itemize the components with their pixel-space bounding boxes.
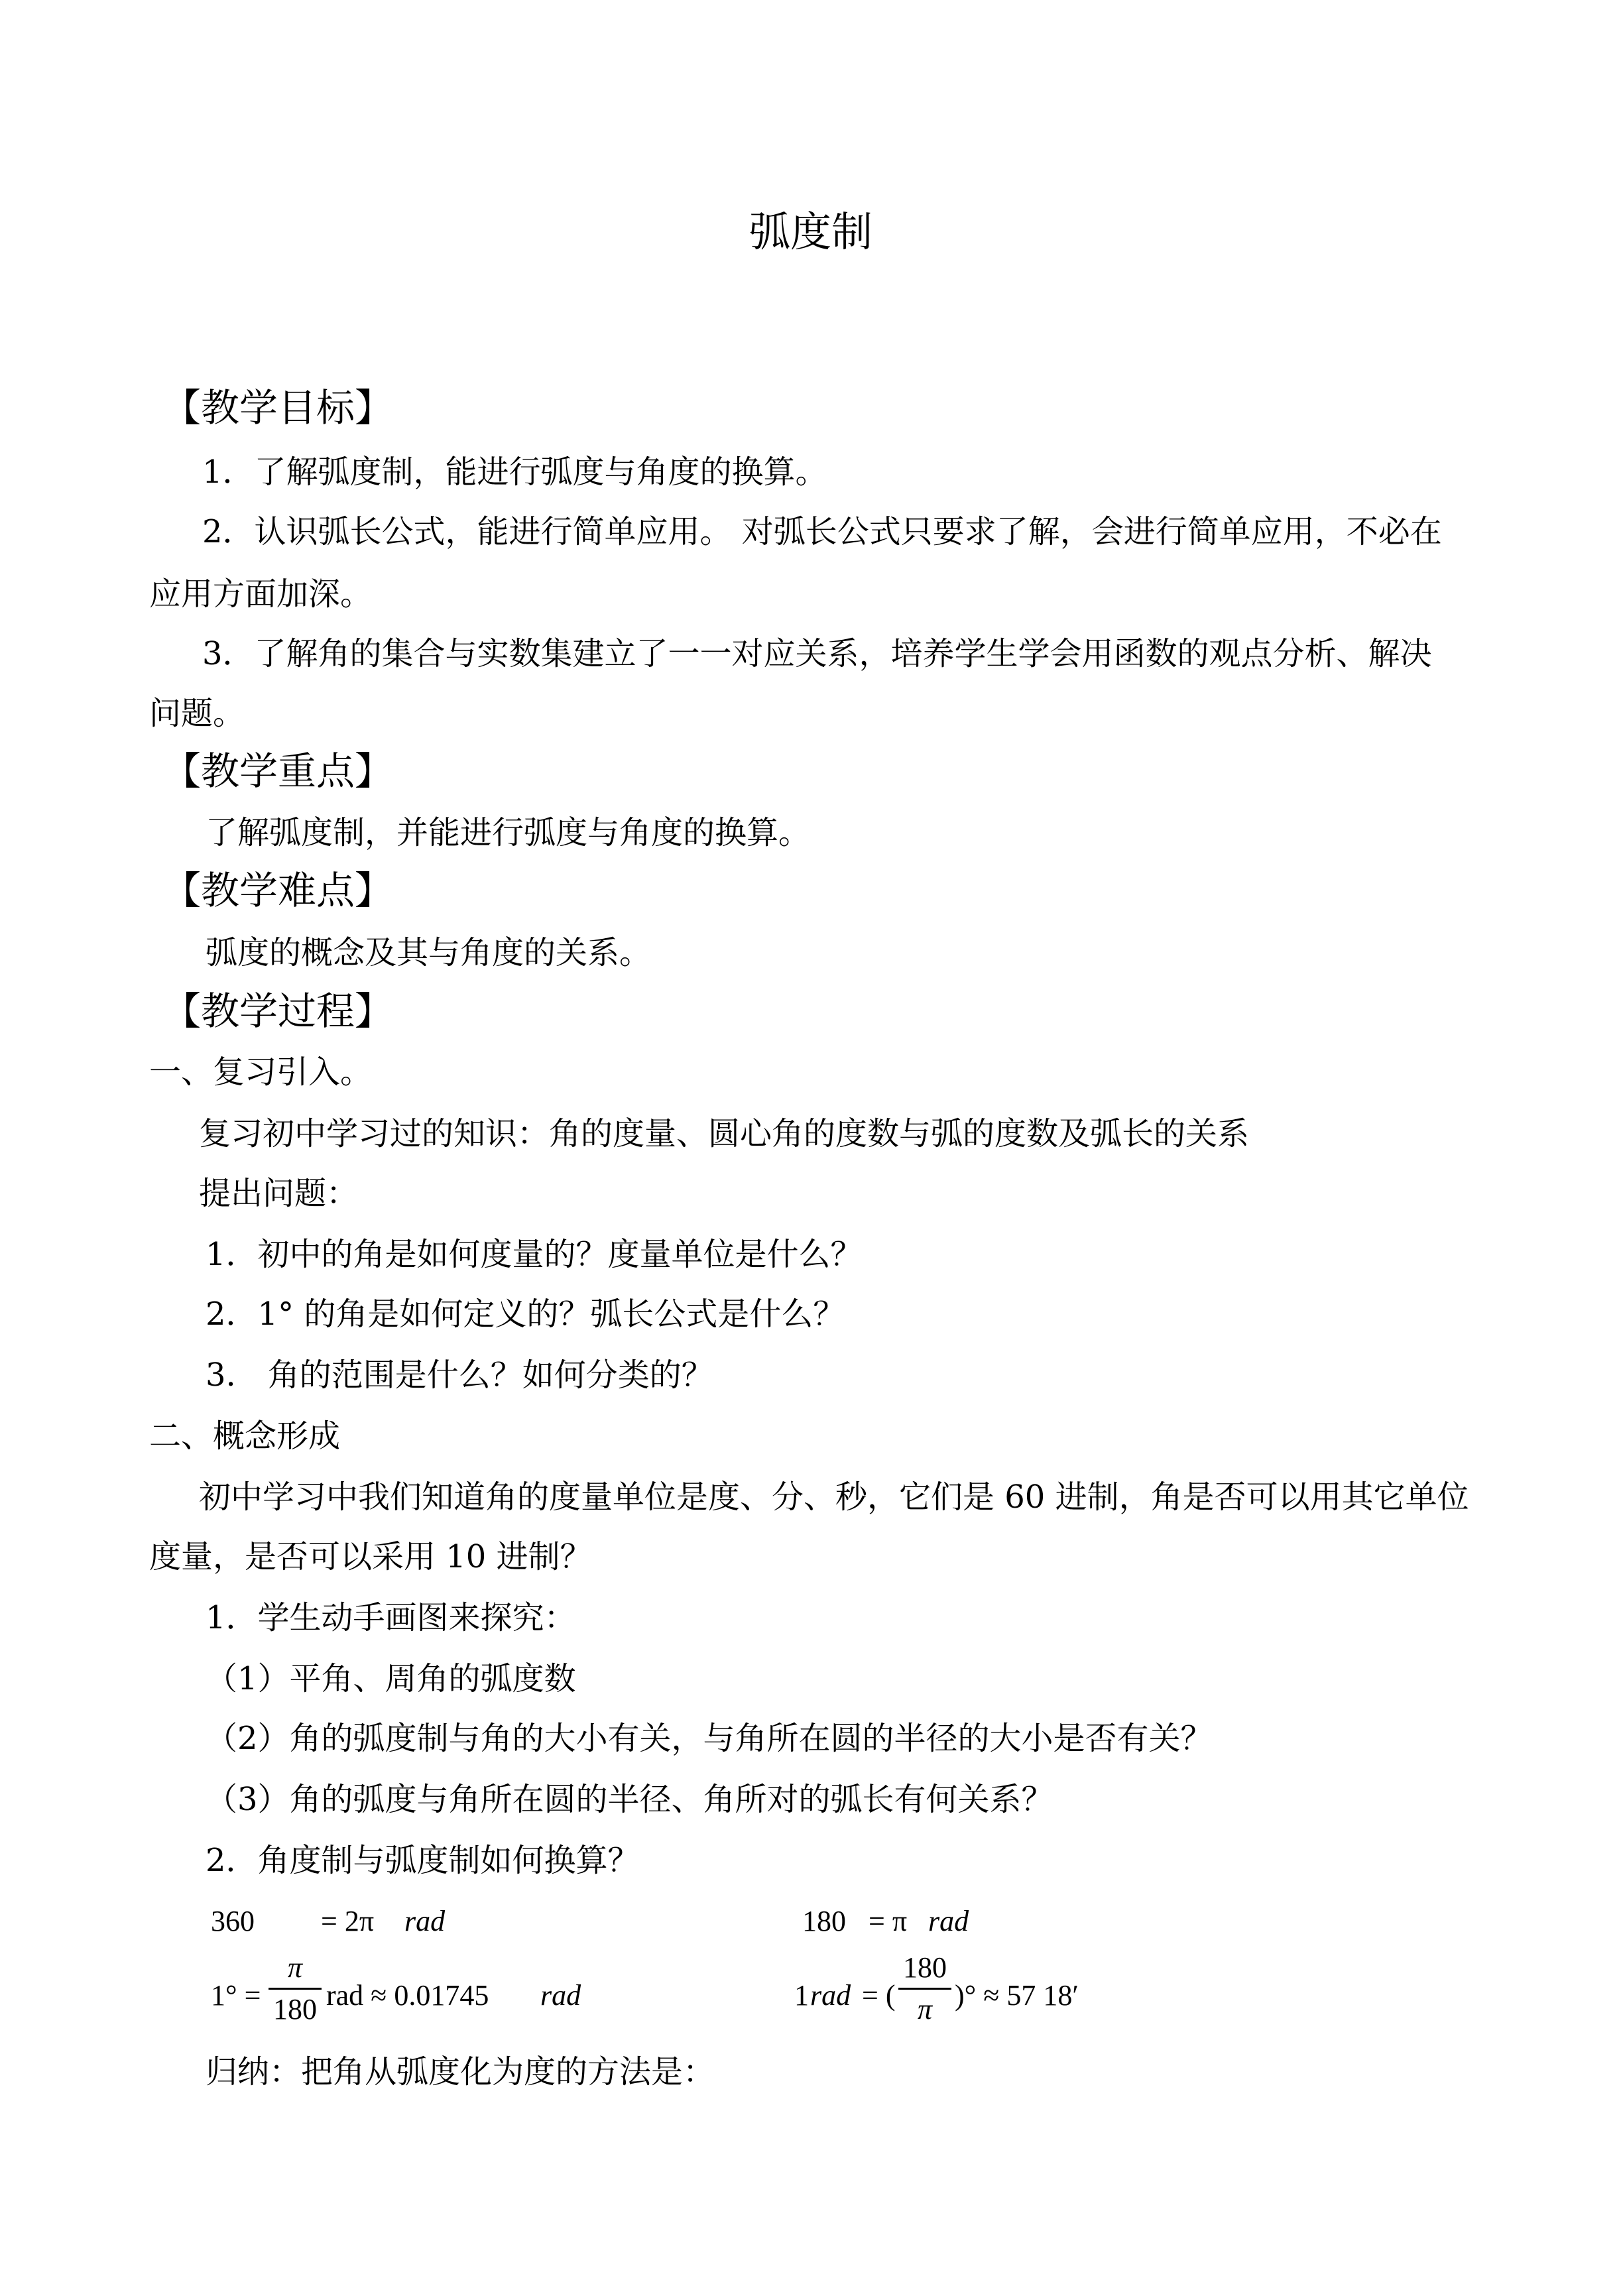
formula-1-unit: rad <box>404 1905 446 1937</box>
formula-4-left: 1 <box>794 1979 809 2012</box>
objective-item-3: 3．了解角的集合与实数集建立了一一对应关系，培养学生学会用函数的观点分析、解决 <box>202 635 1432 672</box>
formula-4-eq: = ( <box>862 1979 896 2012</box>
objective-item-2-cont: 应用方面加深。 <box>149 575 373 613</box>
question-1: 1．初中的角是如何度量的？度量单位是什么？ <box>206 1236 863 1273</box>
page-title: 弧度制 <box>749 208 873 256</box>
intro-line-2: 度量，是否可以采用 10 进制？ <box>149 1538 592 1575</box>
formula-3-left: 1° = <box>211 1979 261 2012</box>
part2-title: 二、概念形成 <box>149 1418 341 1455</box>
formula-2-right: = π <box>869 1905 908 1937</box>
formula-3-fraction <box>269 1951 322 2027</box>
formula-1-right: = 2π <box>321 1905 375 1937</box>
objective-item-1: 1．了解弧度制，能进行弧度与角度的换算。 <box>202 453 827 491</box>
key-point-text: 了解弧度制，并能进行弧度与角度的换算。 <box>206 814 811 851</box>
formula-2-unit: rad <box>928 1905 969 1937</box>
fraction-bar <box>269 1988 322 1990</box>
intro-line-1: 初中学习中我们知道角的度量单位是度、分、秒，它们是 60 进制，角是否可以用其它单位 <box>199 1479 1469 1516</box>
fraction-bar <box>898 1988 951 1990</box>
formula-4-denominator: π <box>917 1993 933 2025</box>
formula-3-unit: rad <box>540 1979 581 2012</box>
summary-text: 归纳：把角从弧度化为度的方法是： <box>206 2053 715 2090</box>
question-2: 2．1° 的角是如何定义的？弧长公式是什么？ <box>206 1296 845 1333</box>
formula-4-fraction <box>898 1951 951 2027</box>
sub-item-2: （2）角的弧度制与角的大小有关，与角所在圆的半径的大小是否有关？ <box>206 1720 1213 1757</box>
formula-4-numerator: 180 <box>903 1951 947 1984</box>
sub-item-1: （1）平角、周角的弧度数 <box>206 1660 576 1697</box>
difficulty-heading: 【教学难点】 <box>162 868 394 913</box>
review-text: 复习初中学习过的知识：角的度量、圆心角的度数与弧的度数及弧长的关系 <box>199 1115 1250 1152</box>
sub-item-3: （3）角的弧度与角所在圆的半径、角所对的弧长有何关系？ <box>206 1781 1053 1818</box>
formula-4-unit: rad <box>810 1979 851 2012</box>
formula-3-right: rad ≈ 0.01745 <box>326 1979 489 2012</box>
part1-title: 一、复习引入。 <box>149 1054 373 1091</box>
question-3: 3. 角的范围是什么？如何分类的？ <box>206 1357 713 1394</box>
process-heading: 【教学过程】 <box>162 989 394 1034</box>
objective-item-2: 2．认识弧长公式，能进行简单应用。 对弧长公式只要求了解，会进行简单应用，不必在 <box>202 513 1442 550</box>
formula-3-denominator: 180 <box>273 1993 317 2025</box>
objective-item-3-cont: 问题。 <box>149 695 245 732</box>
activity-text: 1．学生动手画图来探究： <box>206 1599 576 1636</box>
formula-3-numerator: π <box>287 1951 303 1984</box>
objectives-heading: 【教学目标】 <box>162 385 394 430</box>
formula-2-left: 180 <box>802 1905 846 1937</box>
formula-4-right: )° ≈ 57 18′ <box>955 1979 1079 2012</box>
conversion-question: 2．角度制与弧度制如何换算？ <box>206 1842 640 1879</box>
difficulty-text: 弧度的概念及其与角度的关系。 <box>206 934 652 971</box>
key-point-heading: 【教学重点】 <box>162 749 394 794</box>
formula-1-left: 360 <box>211 1905 255 1937</box>
ask-text: 提出问题： <box>199 1175 359 1212</box>
